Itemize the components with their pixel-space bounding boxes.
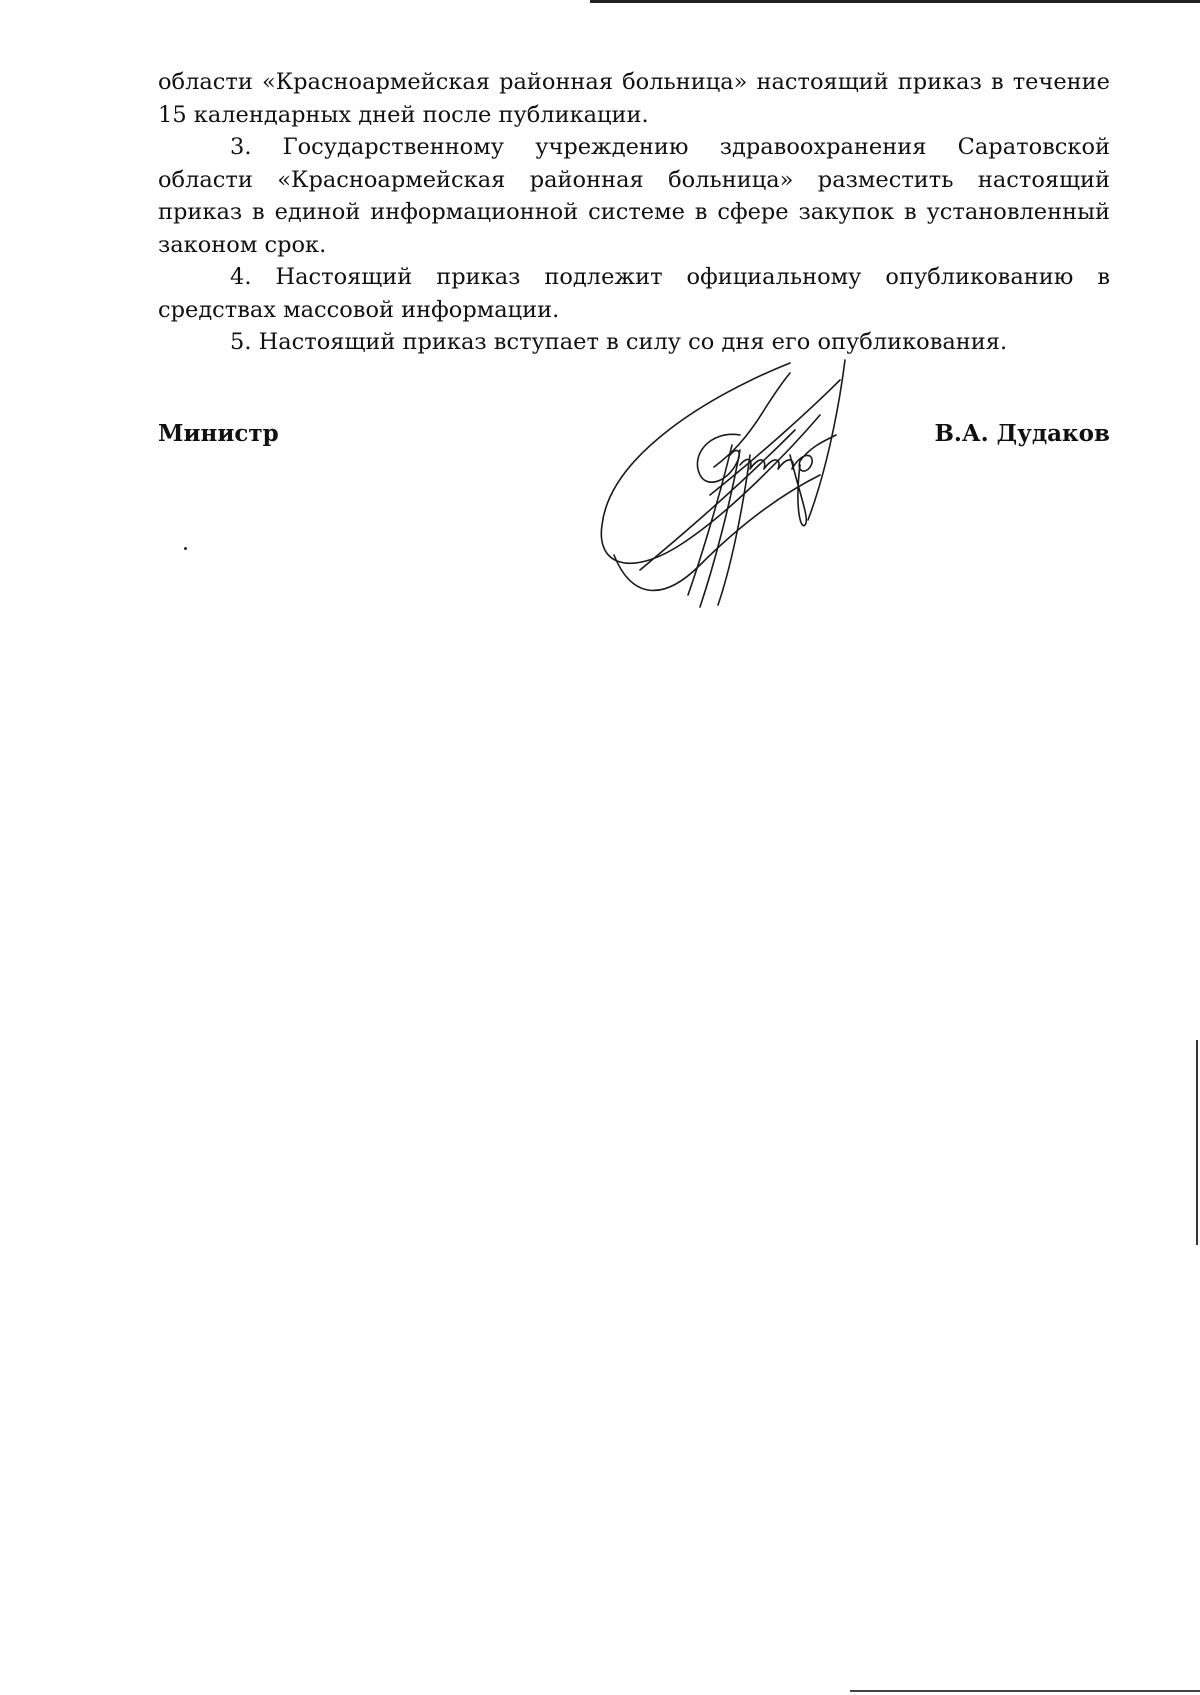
paragraph-item-4: 4. Настоящий приказ подлежит официальному опубликованию в средствах массовой информации. [158,264,1110,323]
paragraph-item-3: 3. Государственному учреждению здравоохранения Саратовской области «Красноармейская районная больница» разместить настоящий приказ в единой информационной системе в сфере закупок в установленный законом срок. [158,134,1110,258]
scan-edge-line-bottom [850,1690,1200,1692]
scan-edge-line-top [590,0,1200,3]
paragraph-item-5: 5. Настоящий приказ вступает в силу со дня его опубликования. [230,329,1008,355]
handwritten-signature [590,355,930,655]
signatory-name: В.А. Дудаков [934,420,1110,447]
signatory-title: Министр [158,420,279,447]
document-body [158,66,1110,359]
scan-dot-mark [184,547,187,550]
scan-edge-line-right [1196,1040,1198,1245]
paragraph-continuation: области «Красноармейская районная больница» настоящий приказ в течение 15 календарных дней после публикации. [158,69,1110,128]
